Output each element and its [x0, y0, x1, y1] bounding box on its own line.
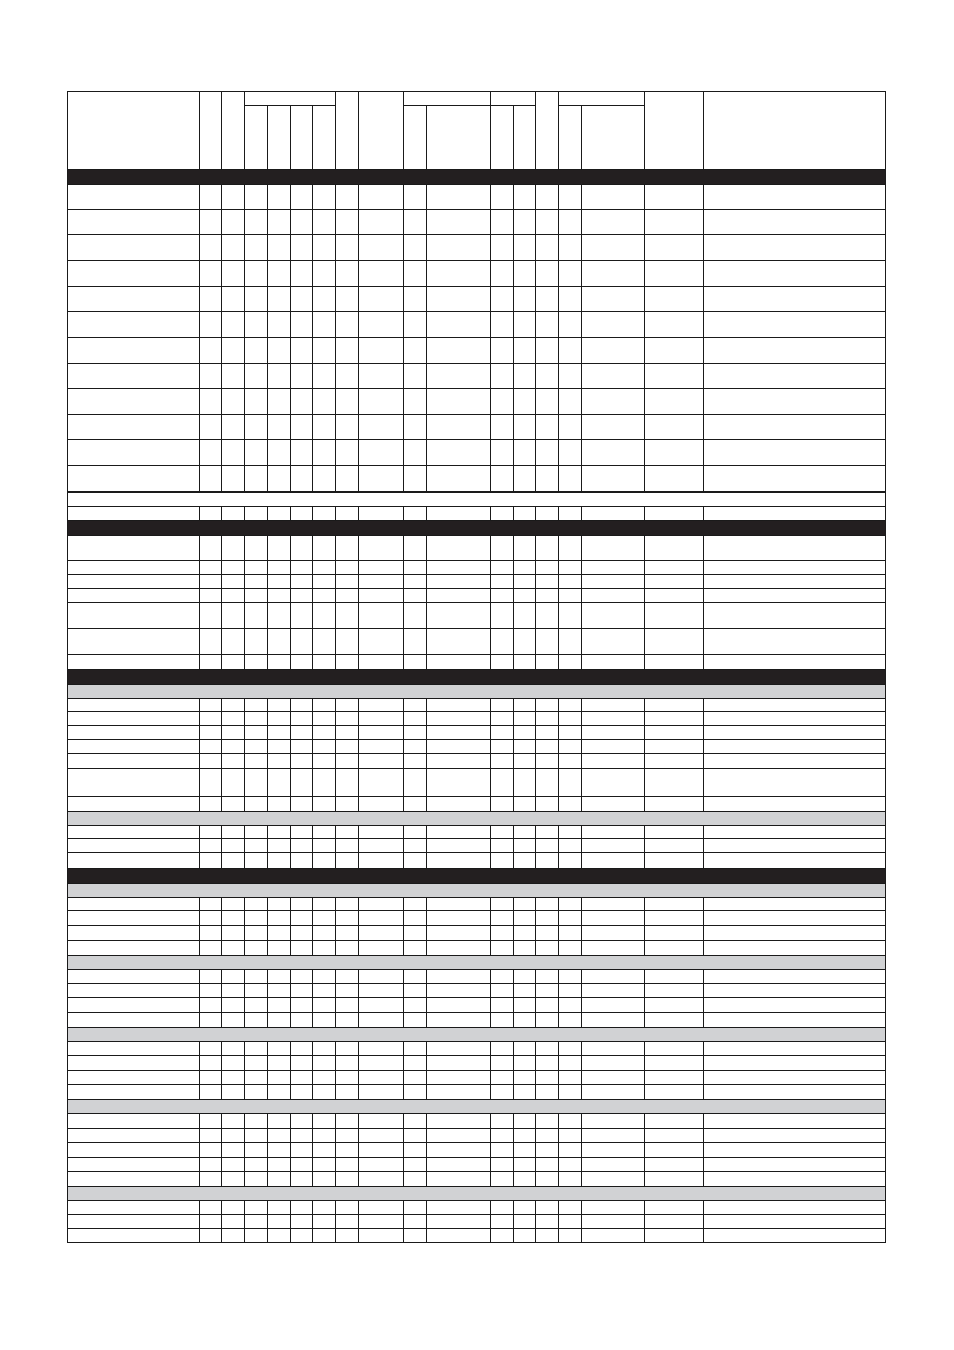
column-lines	[200, 92, 704, 1242]
section-header-band	[68, 520, 886, 535]
section-header-band	[68, 169, 886, 184]
table-frame	[68, 92, 886, 1243]
subsection-header-band	[68, 1099, 886, 1113]
subsection-header-band	[68, 955, 886, 969]
section-header-band	[68, 669, 886, 684]
subsection-header-band	[68, 1027, 886, 1041]
row-lines	[68, 106, 886, 1229]
subsection-header-band	[68, 684, 886, 698]
subsection-header-band	[68, 811, 886, 825]
section-header-band	[68, 868, 886, 883]
subsection-header-band	[68, 883, 886, 897]
subsection-header-band	[68, 1186, 886, 1200]
